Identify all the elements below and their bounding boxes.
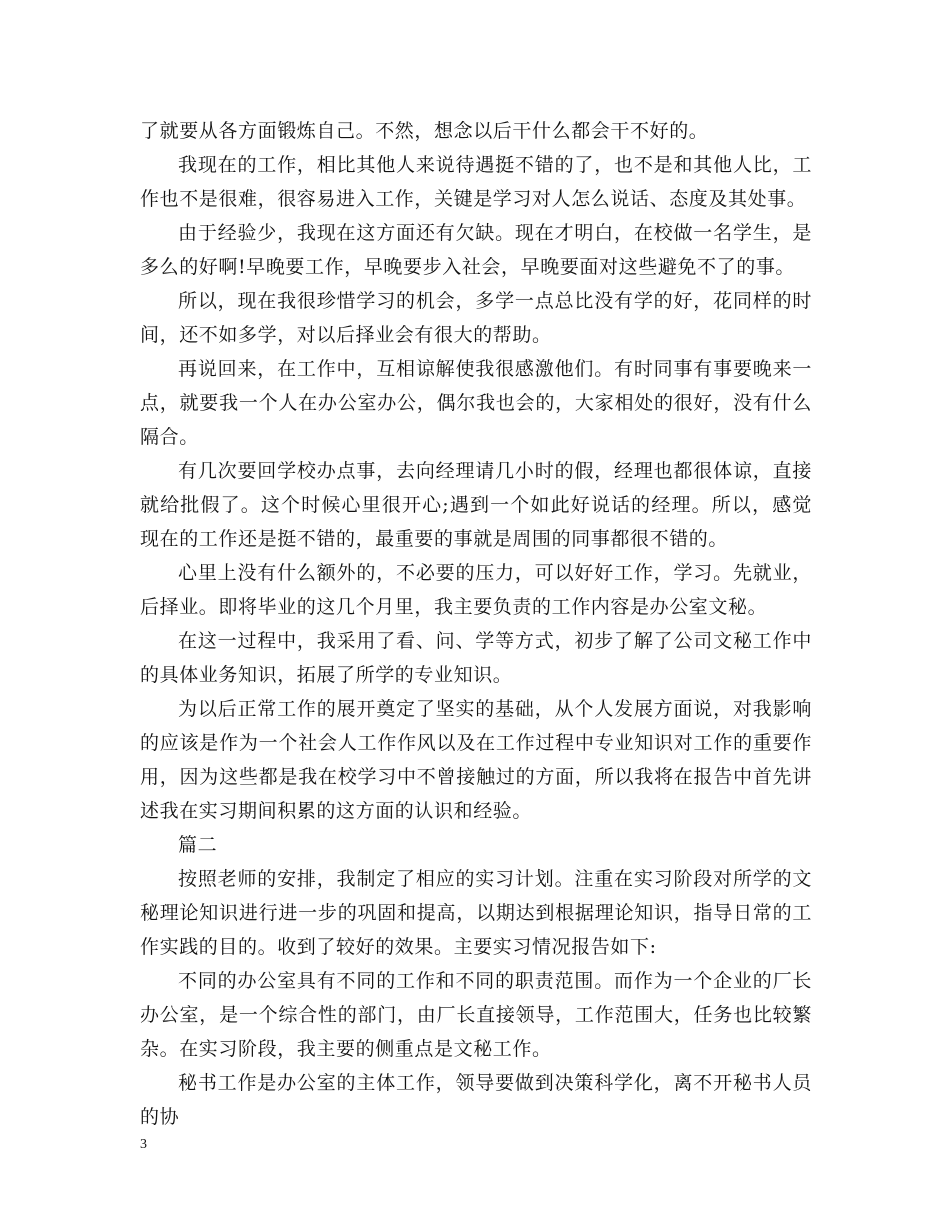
- paragraph-3: 由于经验少，我现在这方面还有欠缺。现在才明白，在校做一名学生，是多么的好啊!早晚要工作，早晚要步入社会，早晚要面对这些避免不了的事。: [140, 222, 812, 278]
- paragraph-2: 我现在的工作，相比其他人来说待遇挺不错的了，也不是和其他人比，工作也不是很难，很容易进入工作，关键是学习对人怎么说话、态度及其处事。: [140, 154, 812, 210]
- paragraph-12: 秘书工作是办公室的主体工作，领导要做到决策科学化，离不开秘书人员的协: [140, 1072, 812, 1128]
- page-number: 3: [140, 1137, 147, 1152]
- paragraph-5: 再说回来，在工作中，互相谅解使我很感激他们。有时同事有事要晚来一点，就要我一个人在办公室办公，偶尔我也会的，大家相处的很好，没有什么隔合。: [140, 358, 812, 448]
- paragraph-7: 心里上没有什么额外的，不必要的压力，可以好好工作，学习。先就业，后择业。即将毕业的这几个月里，我主要负责的工作内容是办公室文秘。: [140, 562, 812, 618]
- paragraph-8: 在这一过程中，我采用了看、问、学等方式，初步了解了公司文秘工作中的具体业务知识，拓展了所学的专业知识。: [140, 630, 812, 686]
- paragraph-10: 按照老师的安排，我制定了相应的实习计划。注重在实习阶段对所学的文秘理论知识进行进一步的巩固和提高，以期达到根据理论知识，指导日常的工作实践的目的。收到了较好的效果。主要实习情况报告如下:: [140, 868, 812, 958]
- paragraph-6: 有几次要回学校办点事，去向经理请几小时的假，经理也都很体谅，直接就给批假了。这个时候心里很开心;遇到一个如此好说话的经理。所以，感觉现在的工作还是挺不错的，最重要的事就是周围的同事都很不错的。: [140, 460, 812, 550]
- document-body: [140, 114, 812, 1134]
- paragraph-9: 为以后正常工作的展开奠定了坚实的基础，从个人发展方面说，对我影响的应该是作为一个社会人工作作风以及在工作过程中专业知识对工作的重要作用，因为这些都是我在校学习中不曾接触过的方面，所以我将在报告中首先讲述我在实习期间积累的这方面的认识和经验。: [140, 698, 812, 822]
- paragraph-1: 了就要从各方面锻炼自己。不然，想念以后干什么都会干不好的。: [140, 120, 709, 142]
- section-heading: 篇二: [178, 834, 218, 856]
- paragraph-11: 不同的办公室具有不同的工作和不同的职责范围。而作为一个企业的厂长办公室，是一个综合性的部门，由厂长直接领导，工作范围大，任务也比较繁杂。在实习阶段，我主要的侧重点是文秘工作。: [140, 970, 812, 1060]
- paragraph-4: 所以，现在我很珍惜学习的机会，多学一点总比没有学的好，花同样的时间，还不如多学，对以后择业会有很大的帮助。: [140, 290, 812, 346]
